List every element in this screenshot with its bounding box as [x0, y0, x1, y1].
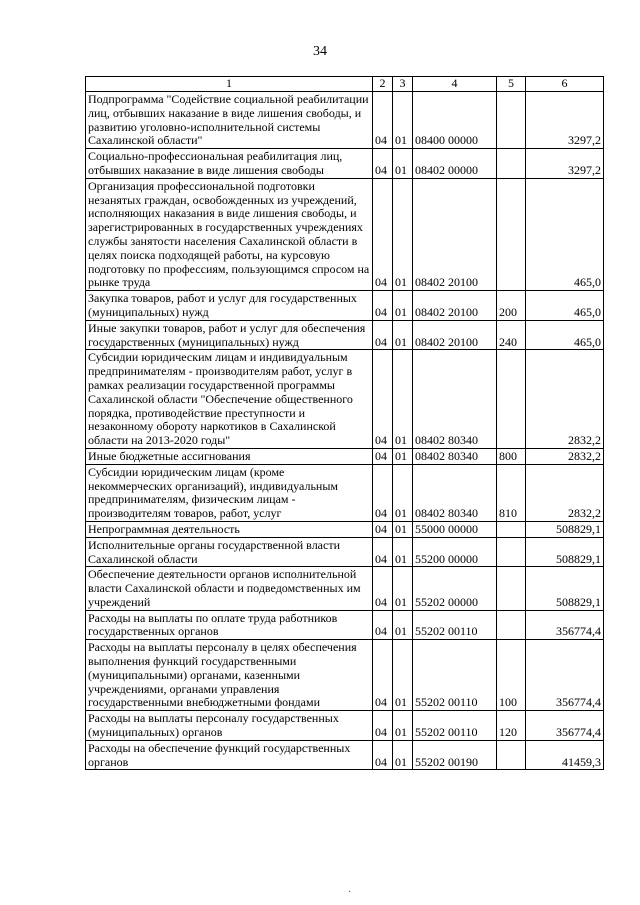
- row-amount: 41459,3: [526, 740, 604, 770]
- row-subsection: 01: [393, 350, 413, 449]
- row-amount: 2832,2: [526, 464, 604, 521]
- row-section: 04: [373, 178, 393, 290]
- row-name: Исполнительные органы государственной власти Сахалинской области: [86, 537, 373, 567]
- header-col-6: 6: [526, 77, 604, 92]
- table-row: [86, 537, 604, 567]
- row-amount: 356774,4: [526, 610, 604, 640]
- row-section: 04: [373, 640, 393, 711]
- row-section: 04: [373, 711, 393, 741]
- row-target-code: 55000 00000: [413, 521, 497, 537]
- row-expense-type: [497, 149, 526, 179]
- row-subsection: 01: [393, 464, 413, 521]
- row-expense-type: [497, 567, 526, 610]
- row-expense-type: [497, 521, 526, 537]
- row-target-code: 08402 80340: [413, 448, 497, 464]
- row-expense-type: [497, 92, 526, 149]
- row-target-code: 55202 00110: [413, 711, 497, 741]
- row-subsection: 01: [393, 291, 413, 321]
- header-col-4: 4: [413, 77, 497, 92]
- table-row: [86, 640, 604, 711]
- row-expense-type: 240: [497, 320, 526, 350]
- row-name: Иные бюджетные ассигнования: [86, 448, 373, 464]
- row-name: Расходы на выплаты персоналу в целях обеспечения выполнения функций государственными (муниципальными) органами, казенными учреждениями, органами управления государственными внебюджетными фондами: [86, 640, 373, 711]
- table-row: [86, 711, 604, 741]
- row-amount: 465,0: [526, 320, 604, 350]
- row-amount: 3297,2: [526, 92, 604, 149]
- row-expense-type: [497, 537, 526, 567]
- table-header-row: [86, 77, 604, 92]
- budget-table: [85, 76, 604, 770]
- row-subsection: 01: [393, 448, 413, 464]
- row-expense-type: [497, 610, 526, 640]
- table-row: [86, 448, 604, 464]
- row-target-code: 55202 00190: [413, 740, 497, 770]
- table-row: [86, 92, 604, 149]
- table-row: [86, 149, 604, 179]
- row-name: Обеспечение деятельности органов исполнительной власти Сахалинской области и подведомственных им учреждений: [86, 567, 373, 610]
- row-amount: 356774,4: [526, 711, 604, 741]
- row-section: 04: [373, 537, 393, 567]
- row-section: 04: [373, 320, 393, 350]
- header-col-5: 5: [497, 77, 526, 92]
- row-target-code: 08402 80340: [413, 464, 497, 521]
- row-name: Непрограммная деятельность: [86, 521, 373, 537]
- row-name: Организация профессиональной подготовки незанятых граждан, освобожденных из учреждений, исполняющих наказания в виде лишения свободы, и зарегистрированных в государственных учреждениях службы занятости населения Сахалинской области в целях поиска подходящей работы, на курсовую подготовку по профессиям, пользующимся спросом на рынке труда: [86, 178, 373, 290]
- row-amount: 508829,1: [526, 521, 604, 537]
- row-expense-type: [497, 350, 526, 449]
- table-row: [86, 178, 604, 290]
- header-col-3: 3: [393, 77, 413, 92]
- header-col-2: 2: [373, 77, 393, 92]
- row-amount: 3297,2: [526, 149, 604, 179]
- row-expense-type: [497, 178, 526, 290]
- row-amount: 356774,4: [526, 640, 604, 711]
- row-expense-type: [497, 740, 526, 770]
- row-section: 04: [373, 149, 393, 179]
- row-subsection: 01: [393, 610, 413, 640]
- row-name: Иные закупки товаров, работ и услуг для обеспечения государственных (муниципальных) нужд: [86, 320, 373, 350]
- scan-mark: ·: [348, 887, 352, 898]
- table-row: [86, 610, 604, 640]
- table-row: [86, 464, 604, 521]
- row-subsection: 01: [393, 92, 413, 149]
- row-section: 04: [373, 350, 393, 449]
- row-amount: 2832,2: [526, 448, 604, 464]
- row-section: 04: [373, 610, 393, 640]
- row-subsection: 01: [393, 567, 413, 610]
- row-subsection: 01: [393, 521, 413, 537]
- row-name: Расходы на выплаты по оплате труда работников государственных органов: [86, 610, 373, 640]
- row-target-code: 08402 20100: [413, 178, 497, 290]
- row-target-code: 55200 00000: [413, 537, 497, 567]
- row-subsection: 01: [393, 711, 413, 741]
- row-name: Субсидии юридическим лицам (кроме некоммерческих организаций), индивидуальным предпринимателям, физическим лицам - производителям товаров, работ, услуг: [86, 464, 373, 521]
- table-row: [86, 567, 604, 610]
- row-amount: 465,0: [526, 178, 604, 290]
- row-target-code: 08400 00000: [413, 92, 497, 149]
- row-subsection: 01: [393, 320, 413, 350]
- row-name: Социально-профессиональная реабилитация лиц, отбывших наказание в виде лишения свободы: [86, 149, 373, 179]
- page-number: 34: [313, 44, 327, 59]
- row-name: Субсидии юридическим лицам и индивидуальным предпринимателям - производителям работ, услуг в рамках реализации государственной программы Сахалинской области "Обеспечение общественного порядка, противодействие преступности и незаконному обороту наркотиков в Сахалинской области на 2013-2020 годы": [86, 350, 373, 449]
- row-expense-type: 800: [497, 448, 526, 464]
- row-expense-type: 100: [497, 640, 526, 711]
- row-name: Подпрограмма "Содействие социальной реабилитации лиц, отбывших наказание в виде лишения свободы, и развитию уголовно-исполнительной системы Сахалинской области": [86, 92, 373, 149]
- row-expense-type: 120: [497, 711, 526, 741]
- row-section: 04: [373, 92, 393, 149]
- row-target-code: 08402 20100: [413, 320, 497, 350]
- row-amount: 508829,1: [526, 537, 604, 567]
- row-amount: 508829,1: [526, 567, 604, 610]
- row-subsection: 01: [393, 740, 413, 770]
- row-section: 04: [373, 567, 393, 610]
- row-section: 04: [373, 740, 393, 770]
- row-expense-type: 200: [497, 291, 526, 321]
- row-subsection: 01: [393, 537, 413, 567]
- row-name: Расходы на выплаты персоналу государственных (муниципальных) органов: [86, 711, 373, 741]
- row-section: 04: [373, 464, 393, 521]
- row-target-code: 08402 80340: [413, 350, 497, 449]
- row-target-code: 55202 00000: [413, 567, 497, 610]
- row-section: 04: [373, 521, 393, 537]
- row-target-code: 08402 00000: [413, 149, 497, 179]
- row-name: Расходы на обеспечение функций государственных органов: [86, 740, 373, 770]
- row-subsection: 01: [393, 178, 413, 290]
- row-subsection: 01: [393, 640, 413, 711]
- row-expense-type: 810: [497, 464, 526, 521]
- row-name: Закупка товаров, работ и услуг для государственных (муниципальных) нужд: [86, 291, 373, 321]
- row-target-code: 08402 20100: [413, 291, 497, 321]
- table-row: [86, 350, 604, 449]
- header-col-1: 1: [86, 77, 373, 92]
- row-amount: 465,0: [526, 291, 604, 321]
- table-row: [86, 521, 604, 537]
- row-section: 04: [373, 291, 393, 321]
- row-section: 04: [373, 448, 393, 464]
- row-target-code: 55202 00110: [413, 610, 497, 640]
- row-amount: 2832,2: [526, 350, 604, 449]
- row-subsection: 01: [393, 149, 413, 179]
- table-row: [86, 740, 604, 770]
- row-target-code: 55202 00110: [413, 640, 497, 711]
- table-row: [86, 320, 604, 350]
- table-row: [86, 291, 604, 321]
